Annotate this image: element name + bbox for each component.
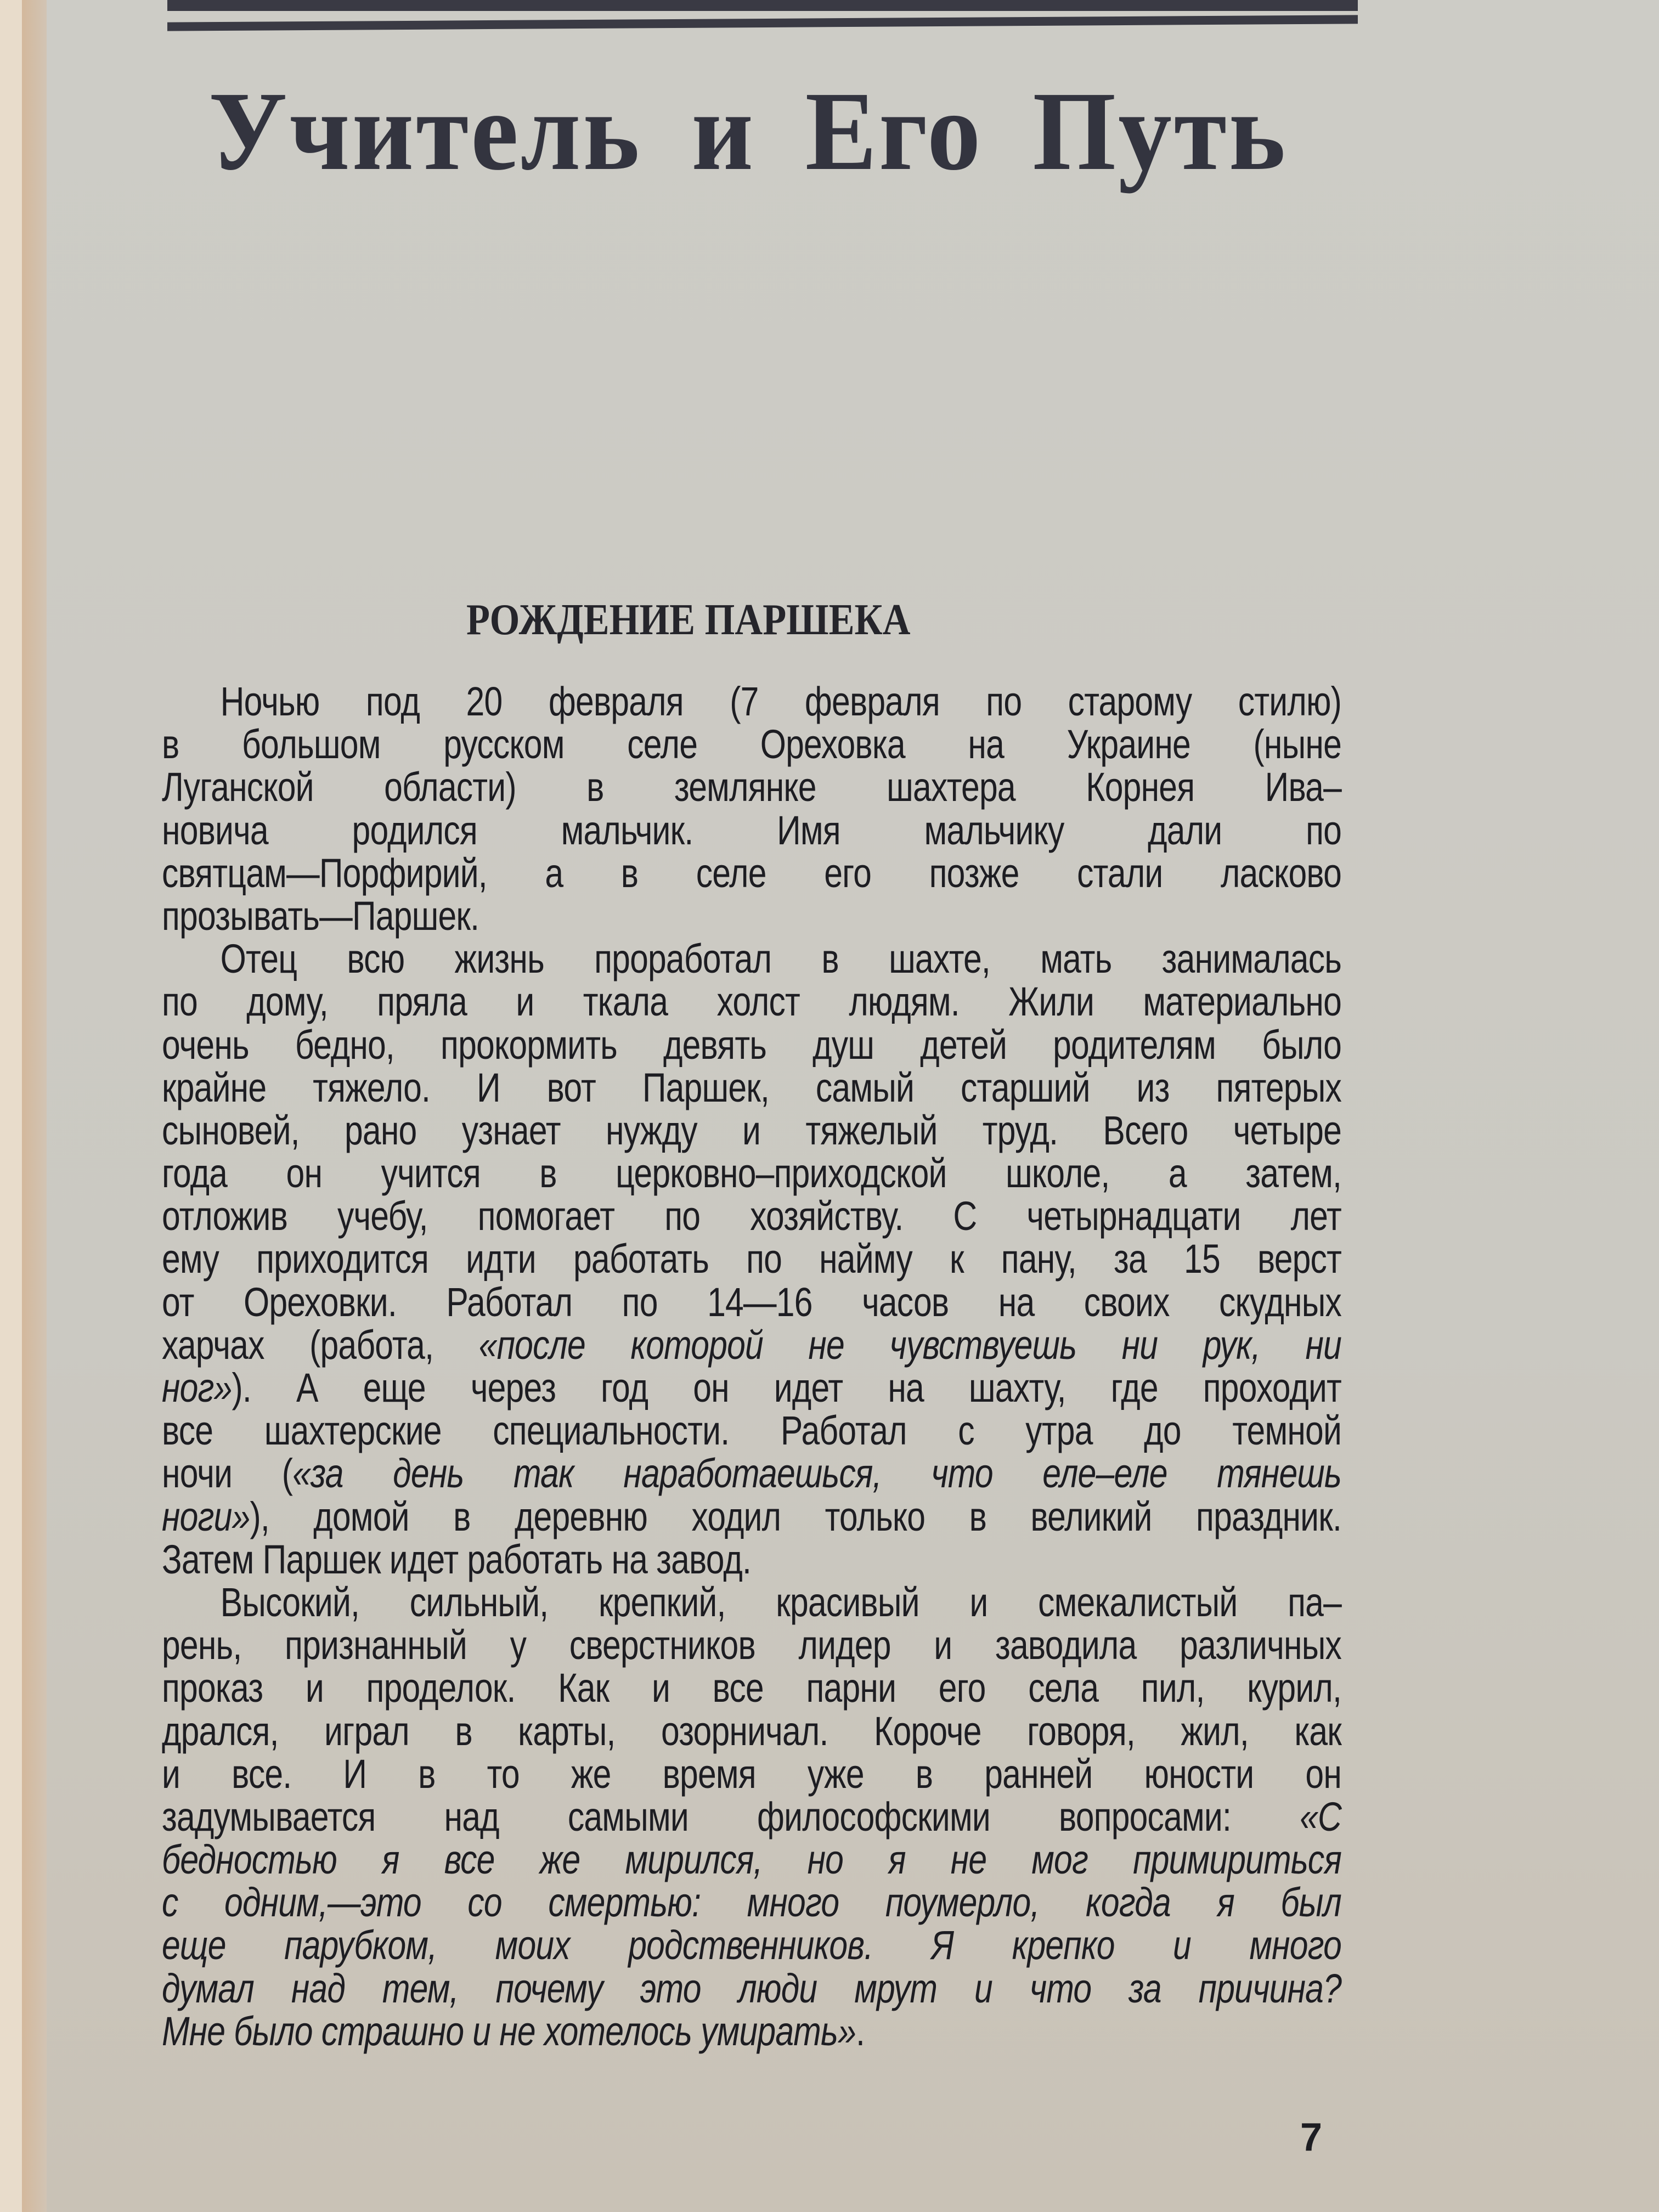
text-fragment: Ночью под 20 февраля (7 февраля по старому стилю): [220, 679, 1342, 724]
text-fragment: ночи (: [162, 1451, 293, 1497]
text-fragment: крайне тяжело. И вот Паршек, самый старший из пятерых: [162, 1064, 1342, 1110]
text-fragment: задумывается над самыми философскими вопросами:: [162, 1793, 1300, 1839]
page-title: Учитель и Его Путь: [208, 68, 1288, 194]
text-fragment: сыновей, рано узнает нужду и тяжелый труд. Всего четыре: [162, 1107, 1342, 1153]
text-fragment: от Ореховки. Работал по 14—16 часов на своих скудных: [162, 1279, 1342, 1325]
quote-fragment: с одним,—это со смертью: много поумерло, когда я был: [162, 1880, 1342, 1926]
text-line: [162, 980, 1341, 1023]
text-fragment: проказ и проделок. Как и все парни его села пил, курил,: [162, 1665, 1342, 1711]
text-line: [162, 1281, 1341, 1324]
text-fragment: прозывать—Паршек.: [162, 893, 479, 939]
body-text: [162, 680, 1341, 2053]
text-fragment: ), домой в деревню ходил только в великий праздник.: [250, 1493, 1342, 1539]
text-line: [162, 1793, 1342, 1839]
text-fragment: рень, признанный у сверстников лидер и заводила различных: [162, 1622, 1342, 1668]
text-fragment: новича родился мальчик. Имя мальчику дали по: [162, 807, 1342, 853]
text-line: [162, 1581, 1341, 1624]
quote-fragment: «за день так наработаешься, что еле–еле тянешь: [292, 1451, 1342, 1497]
quote-fragment: бедностью я все же мирился, но я не мог примириться: [162, 1837, 1342, 1883]
text-line: [162, 1967, 1341, 2010]
text-line: [162, 852, 1341, 895]
text-fragment: харчах (работа,: [162, 1322, 479, 1368]
text-line: [162, 1152, 1341, 1195]
text-fragment: и все. И в то же время уже в ранней юности он: [162, 1751, 1342, 1797]
text-fragment: Высокий, сильный, крепкий, красивый и смекалистый па–: [220, 1579, 1342, 1625]
text-line: [162, 1195, 1341, 1238]
quote-fragment: ног»: [162, 1365, 232, 1410]
book-spine-shadow: [22, 0, 47, 2212]
text-line: [162, 1109, 1341, 1152]
text-line: [162, 1409, 1341, 1452]
text-line: [162, 1324, 1341, 1367]
text-line: [162, 766, 1341, 809]
text-fragment: по дому, пряла и ткала холст людям. Жили материально: [162, 979, 1342, 1025]
text-line: [162, 723, 1341, 766]
text-line: [162, 809, 1341, 852]
text-line: [162, 1624, 1341, 1667]
text-line: [162, 2010, 1341, 2053]
page-number: 7: [1300, 2115, 1323, 2159]
text-fragment: дрался, играл в карты, озорничал. Короче говоря, жил, как: [162, 1708, 1342, 1754]
text-fragment: ему приходится идти работать по найму к пану, за 15 верст: [162, 1236, 1342, 1282]
text-line: [162, 1924, 1341, 1967]
text-line: [162, 1238, 1341, 1280]
text-fragment: святцам—Порфирий, а в селе его позже стали ласково: [162, 850, 1342, 896]
text-fragment: Луганской области) в землянке шахтера Корнея Ива–: [162, 764, 1342, 810]
section-heading: РОЖДЕНИЕ ПАРШЕКА: [466, 596, 911, 644]
text-fragment: в большом русском селе Ореховка на Украине (ныне: [162, 721, 1342, 768]
header-rule-thick: [167, 0, 1358, 11]
book-edge: [0, 0, 22, 2212]
text-fragment: Отец всю жизнь проработал в шахте, мать занималась: [220, 936, 1342, 982]
quote-fragment: «С: [1300, 1793, 1342, 1839]
text-line: [162, 1838, 1341, 1881]
text-line: [162, 1452, 1341, 1495]
text-fragment: все шахтерские специальности. Работал с утра до темной: [162, 1408, 1342, 1454]
text-fragment: отложив учебу, помогает по хозяйству. С четырнадцати лет: [162, 1193, 1342, 1239]
quote-fragment: Мне было страшно и не хотелось умирать»: [162, 2008, 856, 2054]
text-fragment: очень бедно, прокормить девять душ детей родителям было: [162, 1022, 1342, 1068]
text-fragment: ). А еще через год он идет на шахту, где проходит: [232, 1365, 1342, 1410]
text-line: [162, 1881, 1341, 1924]
quote-fragment: ноги»: [162, 1493, 250, 1539]
text-line: [162, 1538, 1341, 1581]
text-line: [162, 1710, 1341, 1753]
text-line: [162, 1753, 1341, 1796]
text-line: [162, 1493, 1342, 1539]
quote-fragment: думал над тем, почему это люди мрут и что за причина?: [162, 1965, 1342, 2011]
text-line: [162, 938, 1341, 980]
text-line: [162, 1024, 1341, 1066]
text-line: [162, 680, 1341, 723]
text-line: [162, 1367, 1341, 1409]
text-fragment: года он учится в церковно–приходской школе, а затем,: [162, 1150, 1342, 1197]
quote-fragment: еще парубком, моих родственников. Я крепко и много: [162, 1922, 1342, 1968]
text-line: [162, 895, 1341, 938]
quote-fragment: «после которой не чувствуешь ни рук, ни: [478, 1322, 1342, 1368]
text-line: [162, 1066, 1341, 1109]
text-fragment: .: [856, 2008, 865, 2054]
text-fragment: Затем Паршек идет работать на завод.: [162, 1536, 751, 1582]
text-line: [162, 1667, 1341, 1709]
